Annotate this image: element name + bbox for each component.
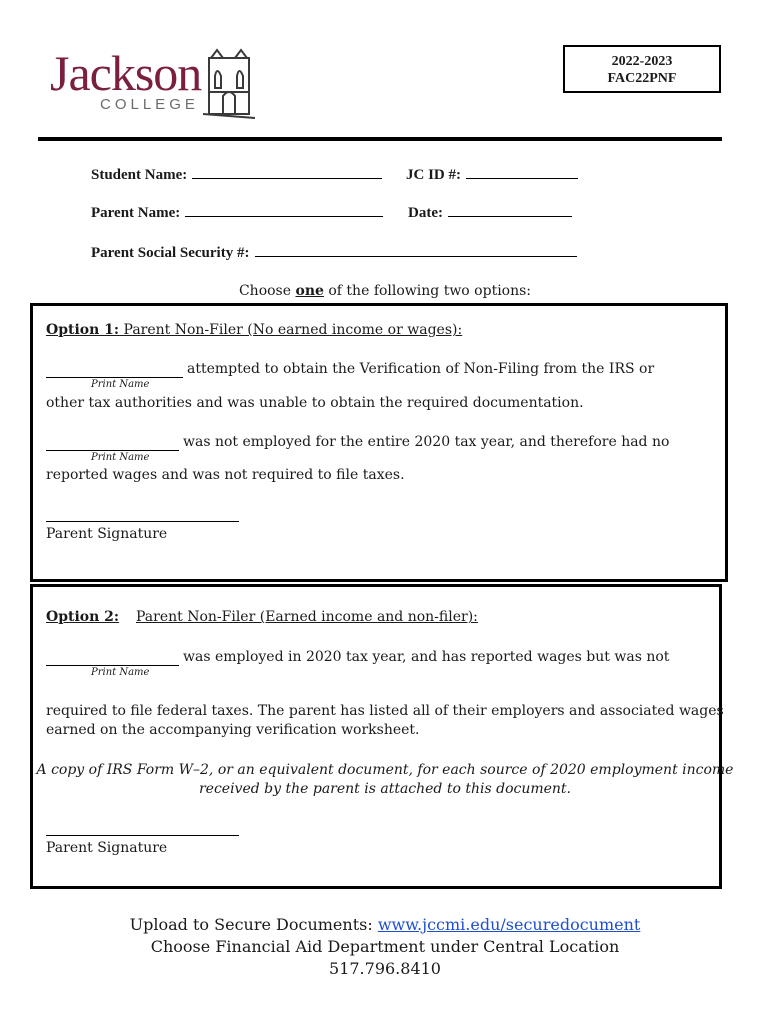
option-1-print-name-1-field[interactable]: [46, 377, 183, 378]
option-2-label: Option 2:: [46, 609, 120, 625]
date-row: [408, 202, 572, 222]
school-year: 2022-2023: [611, 54, 673, 69]
option-2-p1-c: earned on the accompanying verification worksheet.: [46, 722, 420, 738]
footer-phone: 517.796.8410: [329, 959, 441, 978]
option-1-signature-label: Parent Signature: [46, 526, 168, 542]
option-1-label: Option 1:: [46, 322, 120, 338]
option-2-title: Parent Non-Filer (Earned income and non-filer):: [136, 609, 478, 625]
option-2-note-a: A copy of IRS Form W–2, or an equivalent document, for each source of 2020 employment income: [36, 762, 734, 778]
option-2-p1-a: was employed in 2020 tax year, and has reported wages but was not: [183, 649, 670, 665]
option-2-print-name-field[interactable]: [46, 665, 179, 666]
option-1-print-name-2-field[interactable]: [46, 450, 179, 451]
parent-ssn-label: Parent Social Security #:: [91, 245, 250, 261]
parent-name-row: [91, 202, 383, 222]
jc-id-row: [406, 164, 578, 184]
option-1-p2-b: reported wages and was not required to file taxes.: [46, 467, 405, 483]
secure-document-link[interactable]: www.jccmi.edu/securedocument: [377, 915, 641, 934]
parent-name-field[interactable]: [185, 202, 383, 217]
option-1-print-name-1-caption: Print Name: [91, 379, 150, 390]
jc-id-field[interactable]: [466, 164, 578, 179]
option-1-signature-field[interactable]: [46, 521, 239, 522]
jc-id-label: JC ID #:: [406, 167, 461, 183]
footer-instruction: Choose Financial Aid Department under Central Location: [150, 937, 620, 956]
option-2-p1-b: required to file federal taxes. The parent has listed all of their employers and associated wages: [46, 703, 724, 719]
date-field[interactable]: [448, 202, 572, 217]
logo-subtitle: COLLEGE: [100, 96, 199, 113]
parent-ssn-row: [91, 242, 577, 262]
option-1-print-name-2-caption: Print Name: [91, 452, 150, 463]
tower-logo-icon: [203, 48, 255, 122]
option-1-p1-b: other tax authorities and was unable to obtain the required documentation.: [46, 395, 584, 411]
date-label: Date:: [408, 205, 443, 221]
parent-ssn-field[interactable]: [255, 242, 577, 257]
student-name-field[interactable]: [192, 164, 382, 179]
form-code-box: [563, 45, 721, 93]
form-code: FAC22PNF: [607, 71, 677, 86]
upload-label: Upload to Secure Documents:: [129, 915, 373, 934]
option-2-signature-field[interactable]: [46, 835, 239, 836]
parent-name-label: Parent Name:: [91, 205, 181, 221]
option-2-print-name-caption: Print Name: [91, 667, 150, 678]
option-2-signature-label: Parent Signature: [46, 840, 168, 856]
option-1-p1-a: attempted to obtain the Verification of Non-Filing from the IRS or: [187, 361, 655, 377]
student-name-label: Student Name:: [91, 167, 188, 183]
logo-wordmark: Jackson: [50, 45, 202, 101]
choose-instruction: Choose one of the following two options:: [238, 283, 532, 299]
student-name-row: [91, 164, 382, 184]
option-2-heading: [46, 609, 119, 625]
option-1-heading: [46, 322, 462, 338]
header-divider: [38, 137, 722, 141]
choose-emphasis: one: [295, 283, 324, 299]
option-2-note-b: received by the parent is attached to this document.: [198, 781, 572, 797]
option-1-title: Parent Non-Filer (No earned income or wages):: [123, 322, 463, 338]
footer-upload-line: [0, 914, 770, 936]
option-1-p2-a: was not employed for the entire 2020 tax year, and therefore had no: [183, 434, 670, 450]
